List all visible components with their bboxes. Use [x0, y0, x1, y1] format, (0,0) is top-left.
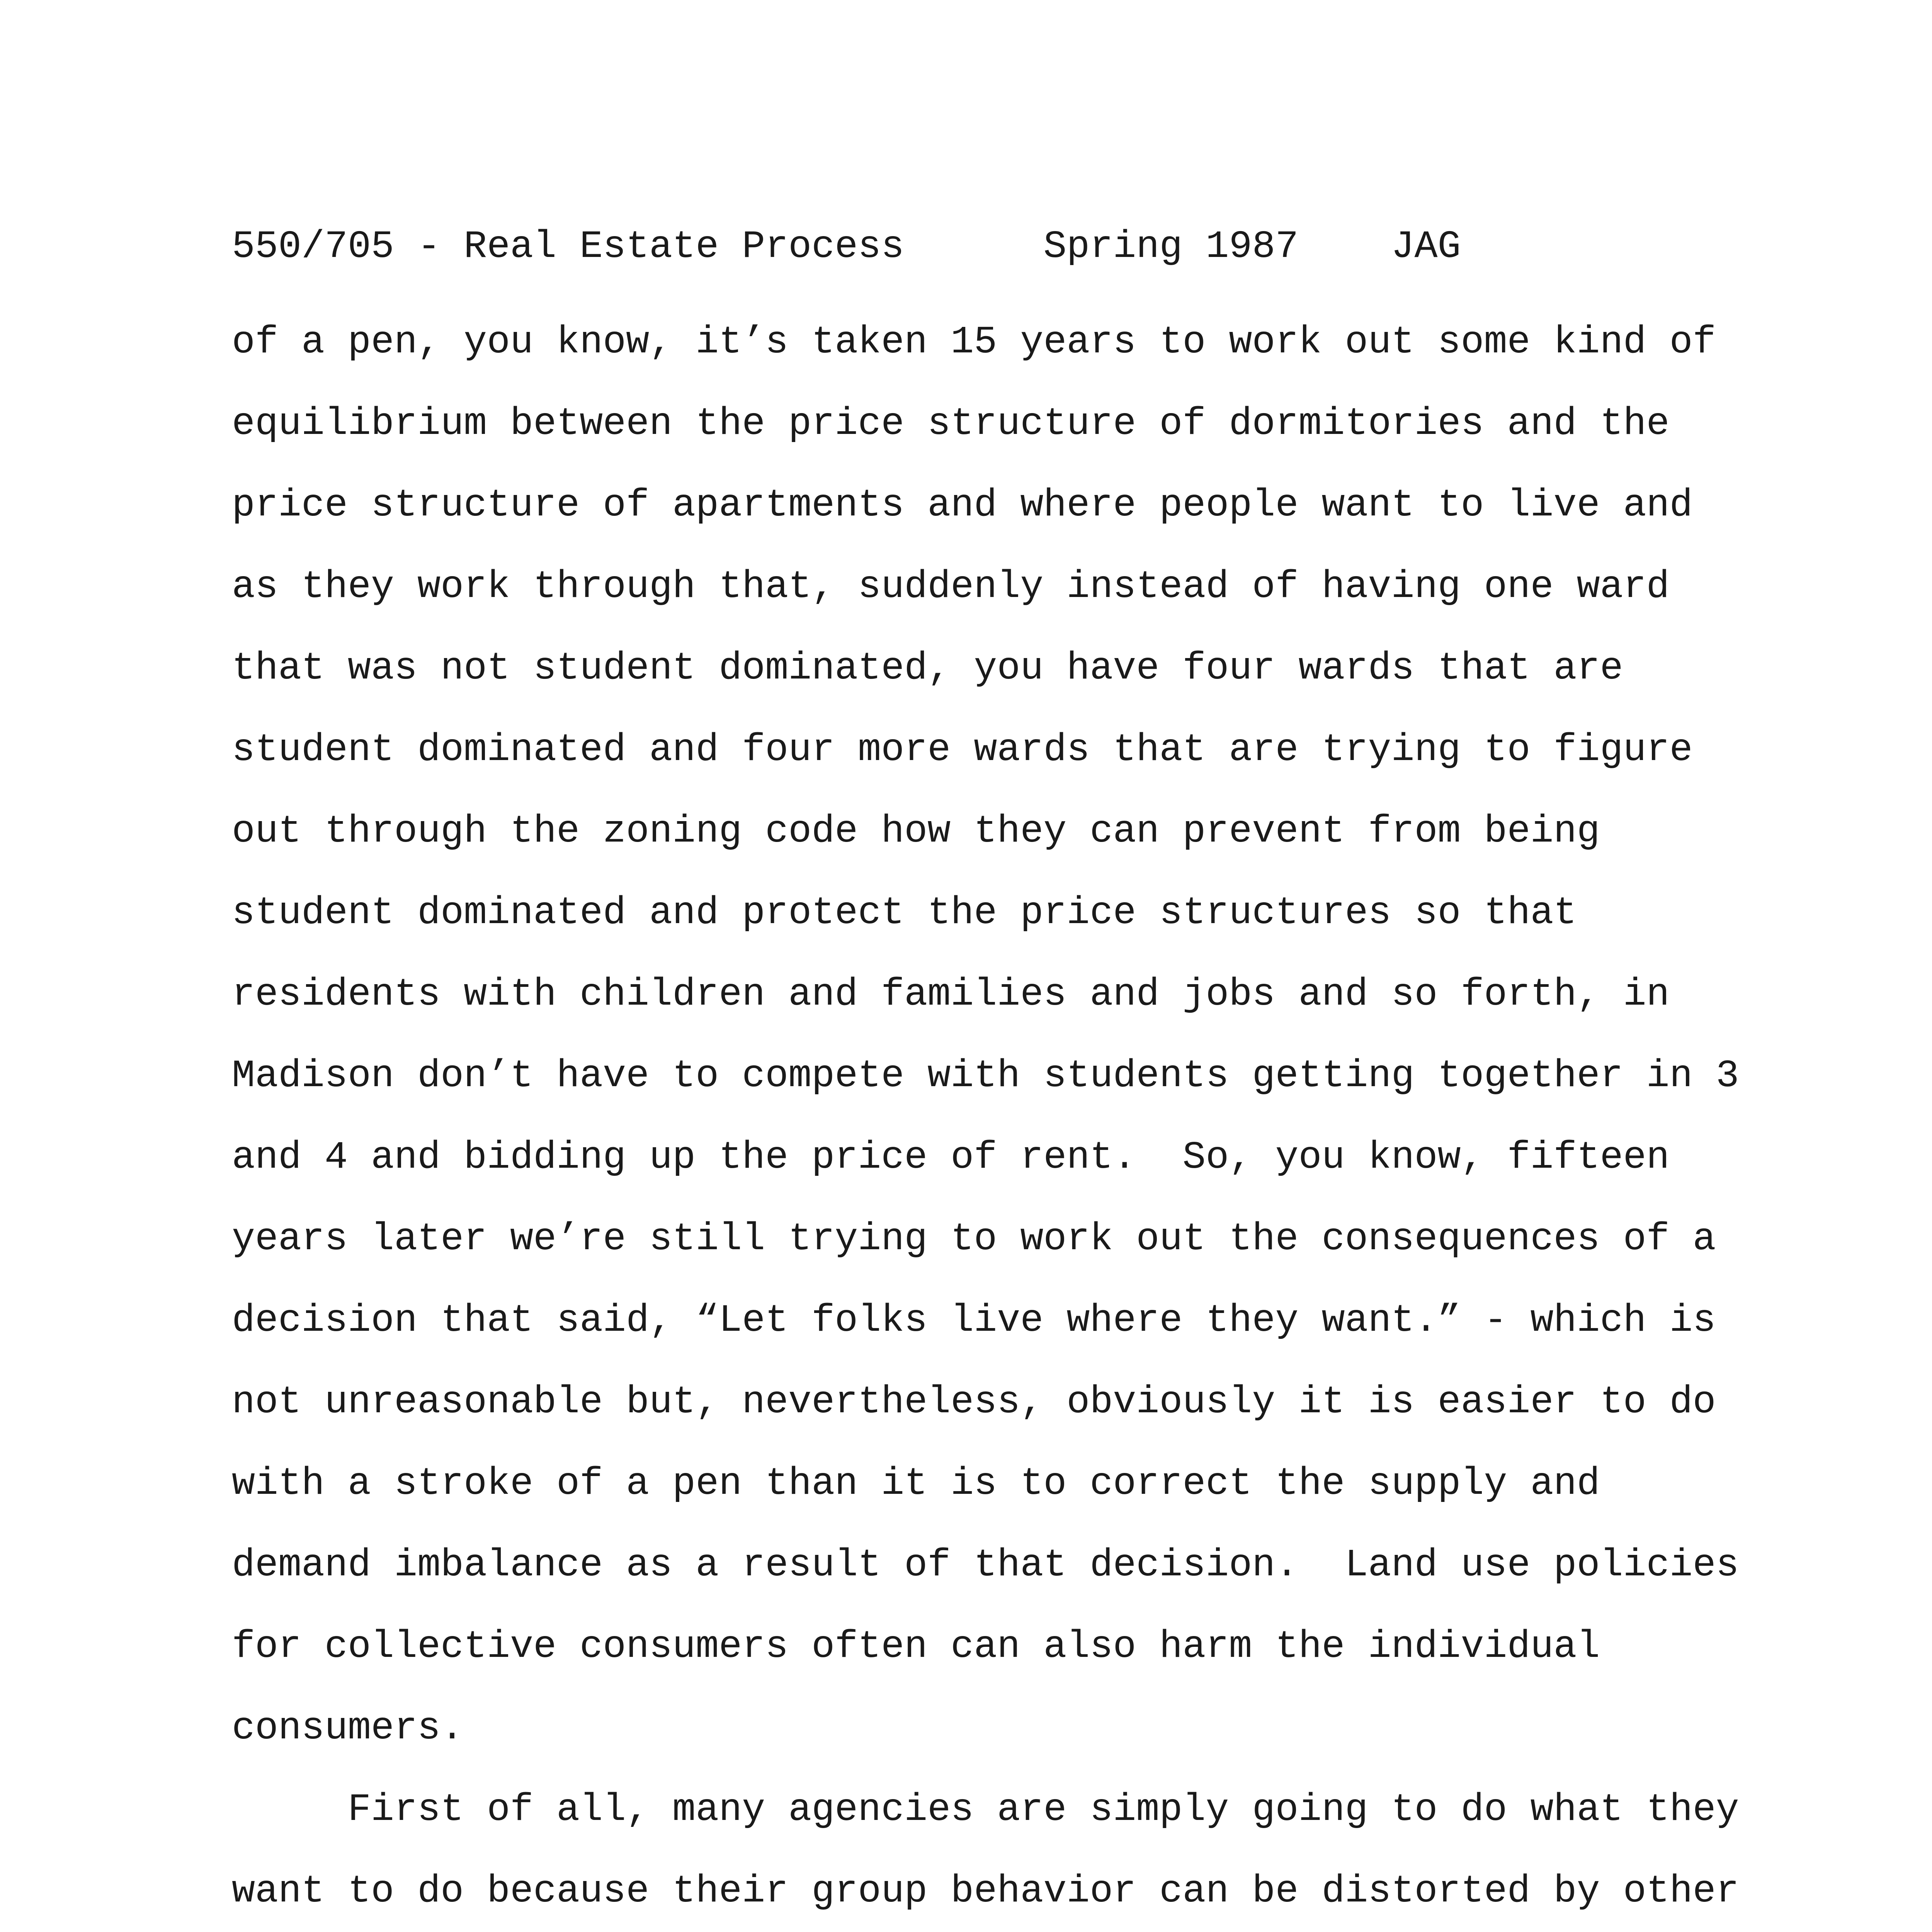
text-line: decision that said, “Let folks live where they want.” - which is — [232, 1299, 1716, 1343]
body-text — [232, 302, 1758, 1932]
text-line: First of all, many agencies are simply going to do what they — [232, 1788, 1739, 1832]
header-course: 550/705 - Real Estate Process — [232, 225, 905, 269]
text-line: consumers. — [232, 1707, 464, 1750]
text-line: of a pen, you know, it’s taken 15 years to work out some kind of — [232, 321, 1716, 364]
header-initials: JAG — [1391, 225, 1461, 269]
text-line: that was not student dominated, you have four wards that are — [232, 647, 1623, 690]
text-line: want to do because their group behavior can be distorted by other — [232, 1870, 1739, 1913]
text-line: residents with children and families and jobs and so forth, in — [232, 973, 1670, 1017]
header-term: Spring 1987 — [1043, 225, 1299, 269]
page-header — [232, 220, 1461, 274]
text-line: not unreasonable but, nevertheless, obviously it is easier to do — [232, 1381, 1716, 1424]
text-line: with a stroke of a pen than it is to correct the supply and — [232, 1462, 1600, 1506]
text-line: and 4 and bidding up the price of rent. So, you know, fifteen — [232, 1136, 1670, 1180]
text-line: out through the zoning code how they can prevent from being — [232, 810, 1600, 854]
text-line: equilibrium between the price structure of dormitories and the — [232, 402, 1670, 446]
text-line: student dominated and four more wards that are trying to figure — [232, 728, 1693, 772]
text-line: Madison don’t have to compete with students getting together in 3 — [232, 1054, 1739, 1098]
text-line: as they work through that, suddenly instead of having one ward — [232, 565, 1670, 609]
text-line: years later we’re still trying to work out the consequences of a — [232, 1218, 1716, 1261]
text-line: price structure of apartments and where people want to live and — [232, 484, 1693, 527]
text-line: for collective consumers often can also harm the individual — [232, 1625, 1600, 1669]
text-line: demand imbalance as a result of that decision. Land use policies — [232, 1544, 1739, 1587]
text-line: student dominated and protect the price structures so that — [232, 891, 1577, 935]
